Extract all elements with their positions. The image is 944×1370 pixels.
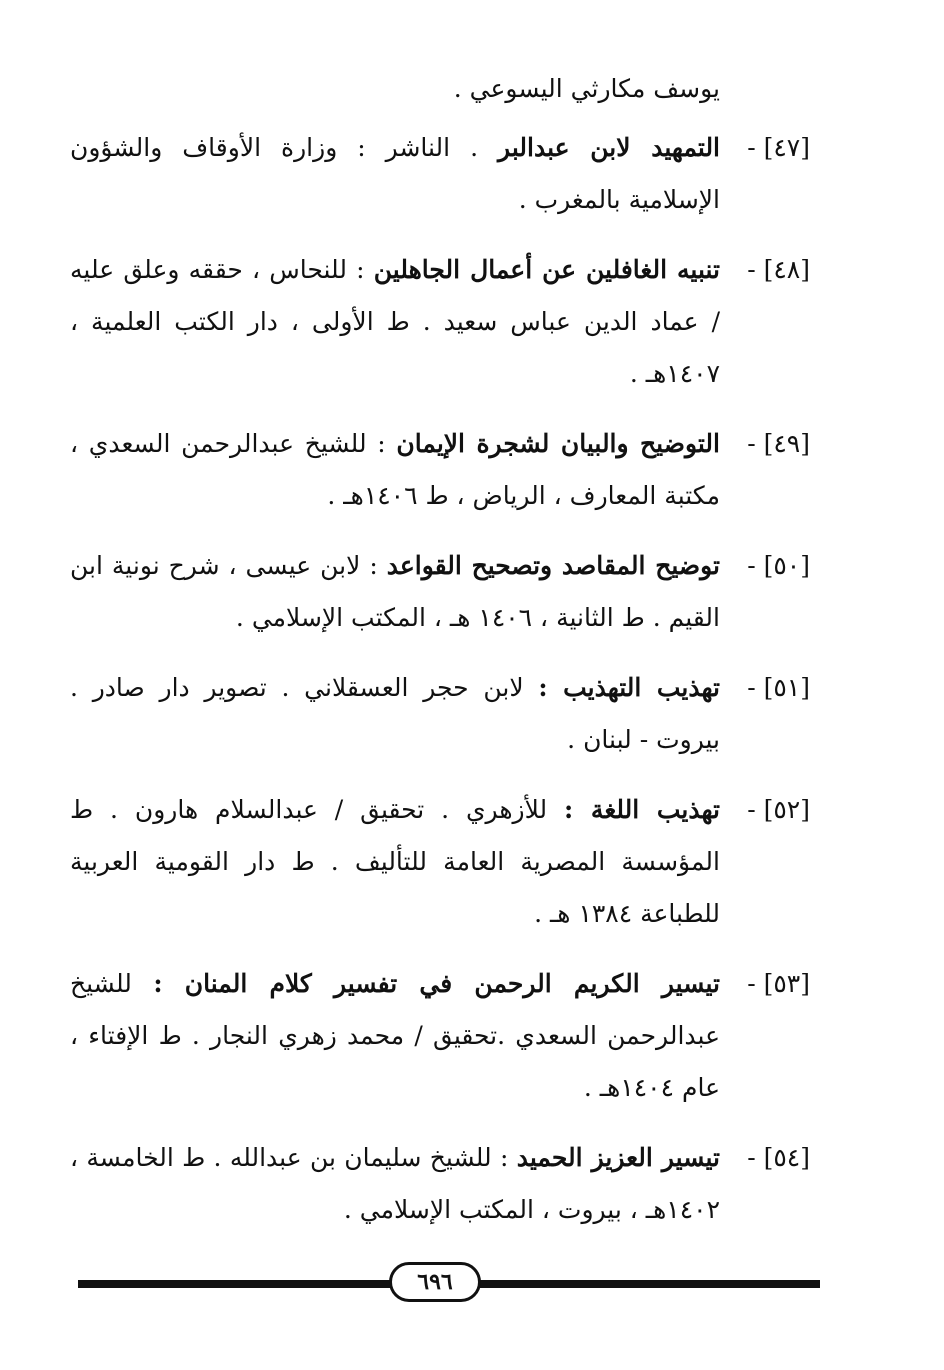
entry-title: تيسير العزيز الحميد <box>516 1143 720 1172</box>
continuation-line: يوسف مكارثي اليسوعي . <box>453 74 720 103</box>
entry-number: [٥٤] - <box>747 1143 810 1172</box>
bibliography-entry-49 <box>70 418 810 522</box>
entry-text: للشيخ عبدالرحمن السعدي .تحقيق / محمد زهري النجار . ط الإفتاء ، عام ١٤٠٤هـ . <box>70 969 720 1102</box>
bibliography-entry-48 <box>70 244 810 400</box>
entry-number: [٥٣] - <box>747 969 810 998</box>
entry-text: . الناشر : وزارة الأوقاف والشؤون الإسلامية بالمغرب . <box>70 133 720 214</box>
entry-number: [٥٢] - <box>747 795 810 824</box>
entry-text: : للشيخ عبدالرحمن السعدي ، مكتبة المعارف ، الرياض ، ط ١٤٠٦هـ . <box>70 429 720 510</box>
entry-title: توضيح المقاصد وتصحيح القواعد <box>386 551 720 580</box>
entry-title: تهذيب اللغة : <box>564 795 720 824</box>
entry-number: [٤٨] - <box>747 255 810 284</box>
entry-title: التمهيد لابن عبدالبر <box>498 133 721 162</box>
page-number: ٦٩٦ <box>389 1262 481 1302</box>
bibliography-entry-54 <box>70 1132 810 1236</box>
entry-text: : لابن عيسى ، شرح نونية ابن القيم . ط الثانية ، ١٤٠٦ هـ ، المكتب الإسلامي . <box>70 551 720 632</box>
entry-text: : للشيخ سليمان بن عبدالله . ط الخامسة ، ١٤٠٢هـ ، بيروت ، المكتب الإسلامي . <box>70 1143 720 1224</box>
entry-number: [٤٩] - <box>747 429 810 458</box>
entry-title: تنبيه الغافلين عن أعمال الجاهلين <box>373 255 720 284</box>
entry-title: تهذيب التهذيب : <box>538 673 720 702</box>
page-footer <box>78 1262 820 1308</box>
entry-number: [٤٧] - <box>747 133 810 162</box>
entry-text: : للنحاس ، حققه وعلق عليه / عماد الدين عباس سعيد . ط الأولى ، دار الكتب العلمية ، ١٤٠٧هـ . <box>70 255 720 388</box>
entry-text: لابن حجر العسقلاني . تصوير دار صادر . بيروت - لبنان . <box>70 673 720 754</box>
entry-title: التوضيح والبيان لشجرة الإيمان <box>396 429 720 458</box>
bibliography-entry-52 <box>70 784 810 940</box>
entry-number: [٥٠] - <box>747 551 810 580</box>
entry-title: تيسير الكريم الرحمن في تفسير كلام المنان : <box>153 969 721 998</box>
bibliography-entry-47 <box>70 122 810 226</box>
entry-number: [٥١] - <box>747 673 810 702</box>
bibliography-entry-50 <box>70 540 810 644</box>
bibliography-page <box>70 62 810 1254</box>
bibliography-entry-51 <box>70 662 810 766</box>
entry-text: للأزهري . تحقيق / عبدالسلام هارون . ط المؤسسة المصرية العامة للتأليف . ط دار القومية العربية للطباعة ١٣٨٤ هـ . <box>70 795 720 928</box>
bibliography-entry-53 <box>70 958 810 1114</box>
